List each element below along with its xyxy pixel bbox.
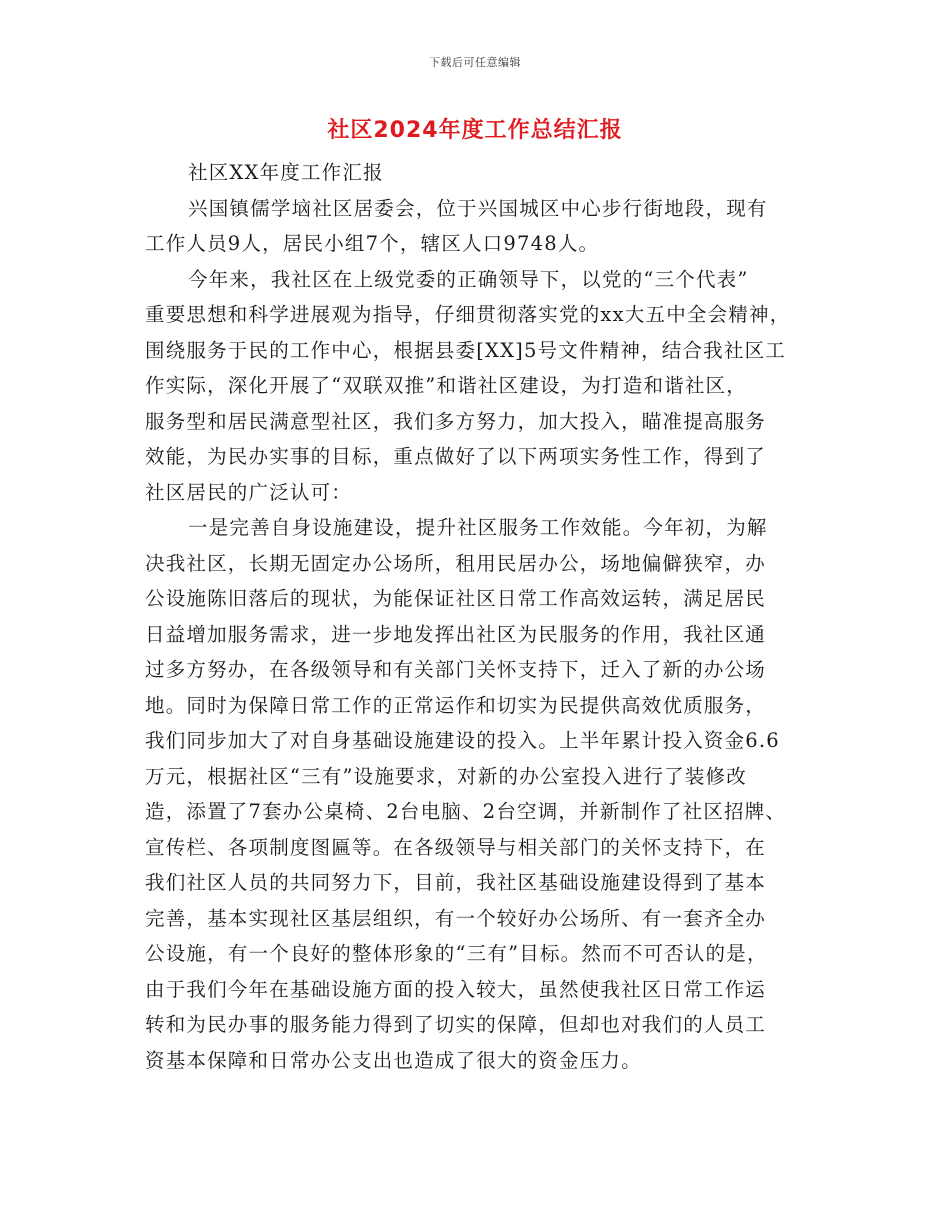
text-line: 宣传栏、各项制度图匾等。在各级领导与相关部门的关怀支持下，在: [145, 835, 767, 859]
text-line: 服务型和居民满意型社区，我们多方努力，加大投入，瞄准提高服务: [145, 409, 767, 433]
text-line: 公设施，有一个良好的整体形象的“三有”目标。然而不可否认的是，: [145, 942, 768, 965]
text-line: 重要思想和科学进展观为指导，仔细贯彻落实党的xx大五中全会精神，: [145, 303, 791, 326]
text-line: 我们社区人员的共同努力下，目前，我社区基础设施建设得到了基本: [145, 871, 767, 894]
text-line: 转和为民办事的服务能力得到了切实的保障，但却也对我们的人员工: [145, 1013, 767, 1036]
text-line: 兴国镇儒学垴社区居委会，位于兴国城区中心步行街地段，现有: [188, 196, 768, 220]
text-line: 资基本保障和日常办公支出也造成了很大的资金压力。: [145, 1048, 642, 1072]
text-line: 社区居民的广泛认可：: [145, 480, 353, 504]
text-line: 决我社区，长期无固定办公场所，租用民居办公，场地偏僻狭窄，办: [145, 551, 767, 575]
text-line: 日益增加服务需求，进一步地发挥出社区为民服务的作用，我社区通: [145, 622, 767, 646]
text-line: 社区XX年度工作汇报: [188, 161, 384, 184]
text-line: 工作人员9人，居民小组7个，辖区人口9748人。: [145, 232, 600, 255]
text-line: 我们同步加大了对自身基础设施建设的投入。上半年累计投入资金6.6: [145, 729, 780, 752]
text-line: 今年来，我社区在上级党委的正确领导下，以党的“三个代表”: [188, 267, 749, 291]
text-line: 万元，根据社区“三有”设施要求，对新的办公室投入进行了装修改: [145, 764, 747, 788]
text-line: 由于我们今年在基础设施方面的投入较大，虽然使我社区日常工作运: [145, 977, 767, 1001]
document-body: [145, 155, 815, 1078]
text-line: 完善，基本实现社区基层组织，有一个较好办公场所、有一套齐全办: [145, 906, 767, 930]
text-line: 造，添置了7套办公桌椅、2台电脑、2台空调，并新制作了社区招牌、: [145, 800, 787, 823]
text-line: 过多方努办，在各级领导和有关部门关怀支持下，迁入了新的办公场: [145, 658, 767, 681]
document-title: 社区2024年度工作总结汇报: [327, 118, 623, 143]
text-line: 效能，为民办实事的目标，重点做好了以下两项实务性工作，得到了: [145, 445, 767, 468]
page-header: 下载后可任意编辑: [429, 56, 521, 69]
text-line: 地。同时为保障日常工作的正常运作和切实为民提供高效优质服务，: [145, 693, 767, 717]
text-line: 公设施陈旧落后的现状，为能保证社区日常工作高效运转，满足居民: [145, 587, 767, 610]
text-line: 围绕服务于民的工作中心，根据县委[XX]5号文件精神，结合我社区工: [145, 338, 786, 362]
text-line: 作实际，深化开展了“双联双推”和谐社区建设，为打造和谐社区，: [145, 374, 747, 397]
text-line: 一是完善自身设施建设，提升社区服务工作效能。今年初，为解: [188, 516, 768, 539]
